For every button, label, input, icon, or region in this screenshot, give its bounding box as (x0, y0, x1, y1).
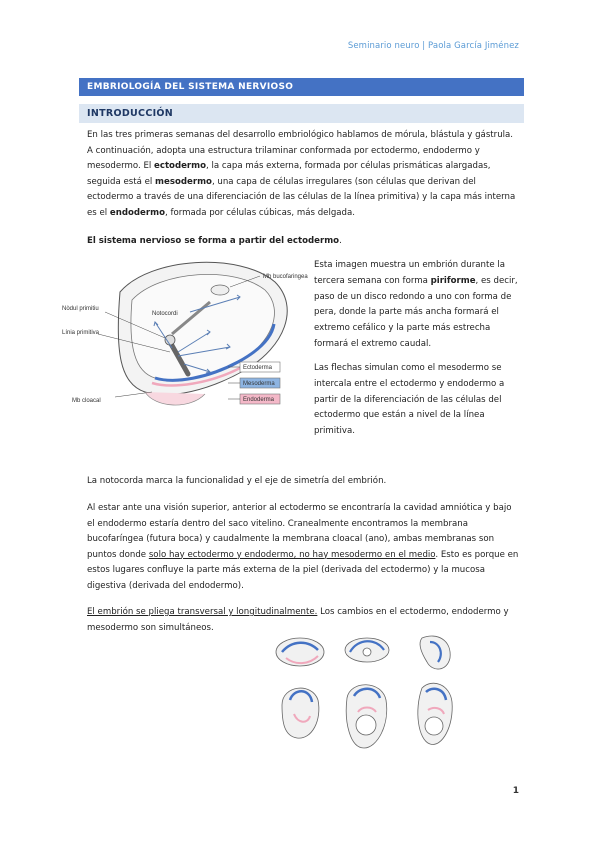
fold-stage-5 (346, 685, 386, 748)
chapter-banner: EMBRIOLOGÍA DEL SISTEMA NERVIOSO (79, 78, 524, 96)
section-heading: INTRODUCCIÓN (79, 104, 524, 123)
legend-mesoderma: Mesoderma (243, 381, 275, 387)
notocorda-paragraph: La notocorda marca la funcionalidad y el eje de simetría del embrión. (87, 476, 387, 486)
embryo-diagram (60, 252, 310, 412)
fold-stage-3 (420, 636, 450, 669)
page-number: 1 (512, 786, 519, 796)
legend-endoderma: Endoderma (243, 397, 275, 403)
label-nodul-primitiu: Nòdul primitiu (62, 306, 99, 312)
fold-stage-6 (418, 683, 452, 744)
fold-stage-4 (282, 688, 319, 738)
fold-stage-1 (276, 638, 324, 666)
legend-ectoderma: Ectoderma (243, 365, 273, 371)
side-paragraph-2: Las flechas simulan como el mesodermo se intercala entre el ectodermo y endodermo a partir de la diferenciación de las células del ectodermo que están a nivel de la línea primitiva. (314, 363, 505, 437)
label-mb-cloacal: Mb cloacal (72, 398, 101, 404)
cloacal-region (145, 392, 205, 405)
fold-stage-2 (345, 638, 389, 662)
superior-view-paragraph: Al estar ante una visión superior, anterior al ectodermo se encontraría la cavidad amniótica y bajo el endodermo estaría dentro del saco vitelino. Cranealmente encontramos la membrana bucofaríngea (futura boca) y caudalmente la membrana cloacal (ano), ambas membranas son puntos donde solo hay ectodermo y endodermo, no hay mesodermo en el medio. Esto es porque en estos lugares confluye la parte más externa de la piel (derivada del ectodermo) y la mucosa digestiva (derivada del endodermo). (87, 503, 519, 591)
running-header: Seminario neuro | Paola García Jiménez (347, 41, 519, 51)
key-statement: El sistema nervioso se forma a partir del ectodermo. (87, 236, 342, 246)
intro-paragraph: En las tres primeras semanas del desarrollo embriológico hablamos de mórula, blástula y gástrula. A continuación, adopta una estructura trilaminar conformada por ectodermo, endodermo y mesodermo. El ectodermo, la capa más externa, formada por células prismáticas alargadas, seguida está el mesodermo, una capa de células irregulares (son células que derivan del ectodermo a través de una diferenciación de las células de la línea primitiva) y la capa más interna es el endodermo, formada por células cúbicas, más delgada. (87, 130, 516, 218)
buccopharyngeal-membrane (211, 285, 229, 295)
folding-paragraph: El embrión se pliega transversal y longitudinalmente. Los cambios en el ectodermo, endodermo y mesodermo son simultáneos. (87, 607, 509, 633)
side-paragraph-1: Esta imagen muestra un embrión durante la tercera semana con forma piriforme, es decir, paso de un disco redondo a uno con forma de pera, donde la parte más ancha formará el extremo cefálico y la parte más estrecha formará el extremo caudal. (314, 260, 518, 349)
label-linia-primitiva: Línia primitiva (62, 330, 100, 336)
embryo-folding-illustration (272, 630, 472, 770)
label-mb-bucofaringea: Mb bucofaringea (263, 274, 308, 280)
label-notocordi: Notocordi (152, 311, 178, 317)
